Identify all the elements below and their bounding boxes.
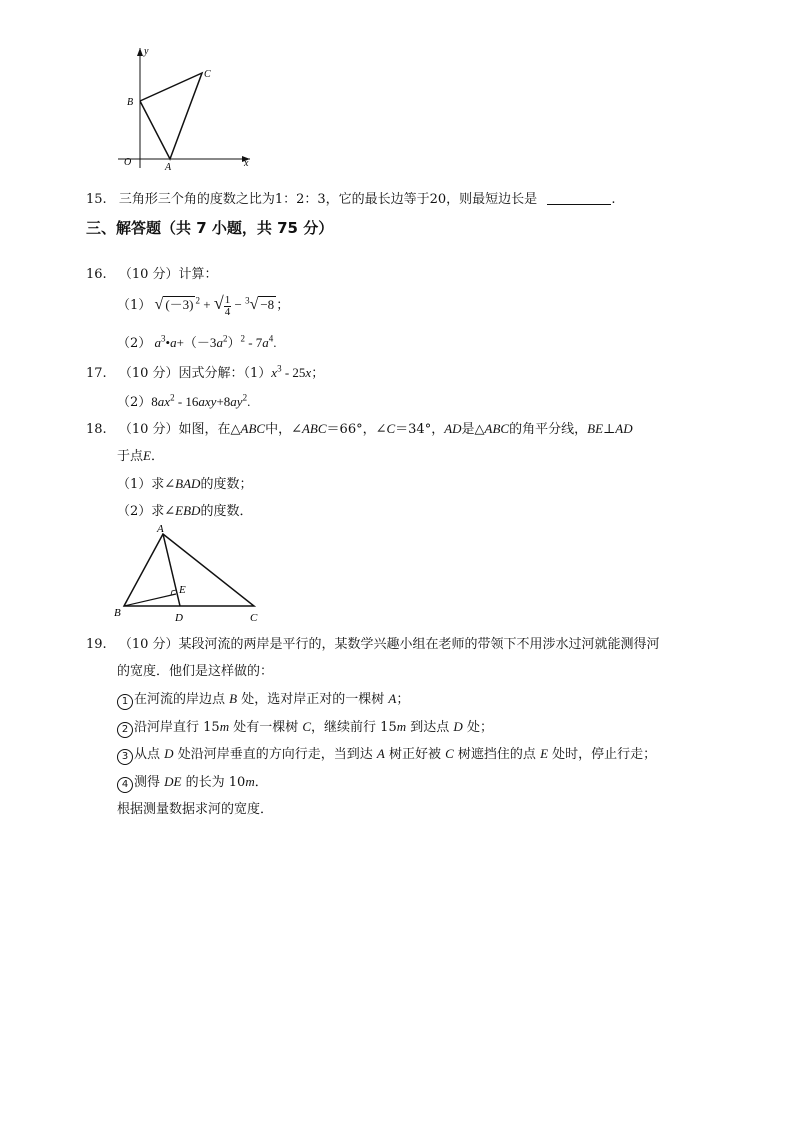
point-b-label: B <box>114 607 121 619</box>
question-19-conclusion: 根据测量数据求河的宽度． <box>117 802 274 817</box>
question-18: 18. （10 分）如图，在△ABC中，∠ABC＝66°，∠C＝34°，AD是△ABC的角平分线，BE⊥AD <box>86 421 633 437</box>
step-4: 4 测得 DE 的长为 10m． <box>117 771 268 793</box>
step-1: 1 在河流的岸边点 B 处，选对岸正对的一棵树 A； <box>117 688 409 710</box>
step-2: 2 沿河岸直行 15m 处有一棵树 C，继续前行 15m 到达点 D 处； <box>117 716 493 738</box>
x-axis-label: x <box>244 158 249 169</box>
question-19: 19. （10 分）某段河流的两岸是平行的，某数学兴趣小组在老师的带领下不用涉水过河就能测得河 <box>86 637 660 652</box>
origin-label: O <box>124 157 132 168</box>
question-19-line-2: 的宽度．他们是这样做的： <box>117 664 274 679</box>
point-e-label: E <box>179 584 186 596</box>
answer-blank <box>547 192 611 205</box>
question-17-part-2: $(2)8ax^2 - 16axy+8ay^2$. <box>117 392 251 410</box>
y-axis-label: y <box>144 46 149 57</box>
point-b-label: B <box>127 97 134 108</box>
question-17: 17. （10 分）因式分解：$(1)x^3 - 25x$； <box>86 363 325 381</box>
point-d-label: D <box>175 612 183 624</box>
coordinate-figure <box>110 40 260 175</box>
question-16-part-2: （2） $a^3•a+(-3a^2)^2 - 7a^4$. <box>117 333 277 351</box>
triangle-figure <box>108 522 268 624</box>
question-16: 16. （10 分）计算： <box>86 267 218 282</box>
step-3: 3 从点 D 处沿河岸垂直的方向行走，当到达 A 树正好被 C 树遮挡住的点 E 处时，停止行走； <box>117 743 656 765</box>
question-15: 15. 三角形三个角的度数之比为1：2：3，它的最长边等于20，则最短边长是 . <box>86 192 616 207</box>
question-18-line-2: 于点E． <box>117 448 164 464</box>
question-16-part-1: （1） √ (－3) $^2$ + √ $\frac{1}{4}$ − $^3$√ −8 ； <box>117 293 290 318</box>
question-18-part-2: （2）求∠EBD的度数． <box>117 503 253 519</box>
point-a-label: A <box>157 523 164 535</box>
section-heading: 三、解答题（共 7 小题，共 75 分） <box>86 219 334 237</box>
question-number: 15. <box>86 192 107 207</box>
point-c-label: C <box>250 612 258 624</box>
question-18-part-1: （1）求∠BAD的度数； <box>117 476 253 492</box>
point-a-label: A <box>165 162 172 173</box>
point-c-label: C <box>204 69 211 80</box>
question-text: 三角形三个角的度数之比为1：2：3，它的最长边等于20，则最短边长是 <box>118 192 538 207</box>
